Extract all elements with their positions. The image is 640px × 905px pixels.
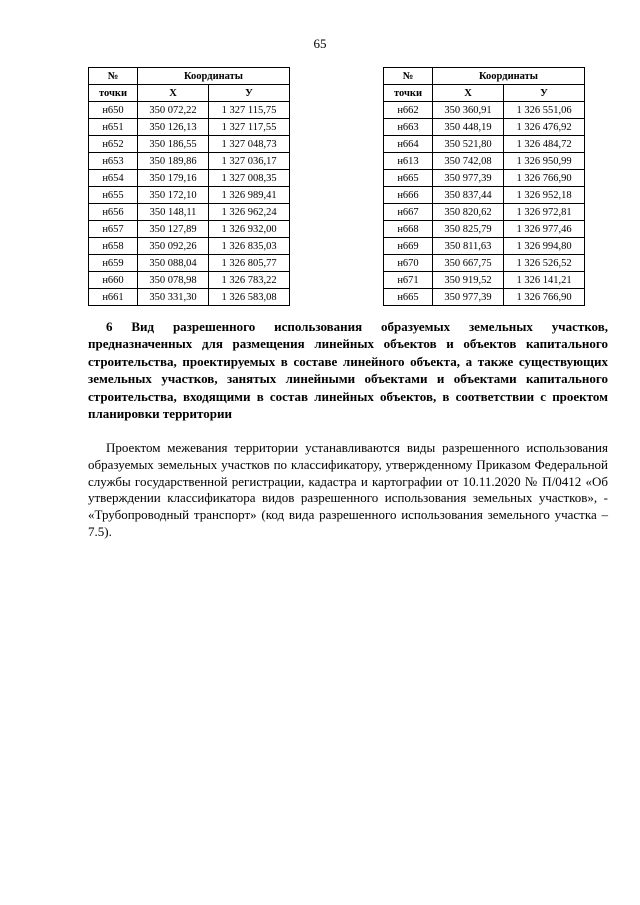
x-coordinate-cell: 350 742,08 [433,153,504,170]
point-cell: н670 [384,255,433,272]
table-row [89,136,290,153]
header-x: Х [433,85,504,102]
x-coordinate-cell: 350 072,22 [138,102,209,119]
x-coordinate-cell: 350 078,98 [138,272,209,289]
coordinates-table-right [383,67,585,306]
y-coordinate-cell: 1 326 141,21 [504,272,585,289]
table-row [384,255,585,272]
point-cell: н652 [89,136,138,153]
point-cell: н664 [384,136,433,153]
point-cell: н668 [384,221,433,238]
table-row [89,289,290,306]
point-cell: н613 [384,153,433,170]
x-coordinate-cell: 350 820,62 [433,204,504,221]
y-coordinate-cell: 1 326 526,52 [504,255,585,272]
point-cell: н651 [89,119,138,136]
x-coordinate-cell: 350 179,16 [138,170,209,187]
y-coordinate-cell: 1 327 008,35 [209,170,290,187]
table-row [384,119,585,136]
x-coordinate-cell: 350 667,75 [433,255,504,272]
y-coordinate-cell: 1 326 476,92 [504,119,585,136]
point-cell: н655 [89,187,138,204]
x-coordinate-cell: 350 331,30 [138,289,209,306]
header-point-number [89,68,138,85]
body-paragraph: Проектом межевания территории устанавливаются виды разрешенного использования образуемых земельных участков по классификатору, утвержденному Приказом Федеральной службы государственной регистрации, кадастра и картографии от 10.11.2020 № П/0412 «Об утверждении классификатора видов разрешенного использования земельных участков», - «Трубопроводный транспорт» (код вида разрешенного использования земельного участка – 7.5). [88,440,608,539]
table-row [384,204,585,221]
table-row [384,221,585,238]
x-coordinate-cell: 350 186,55 [138,136,209,153]
point-cell: н656 [89,204,138,221]
point-cell: н667 [384,204,433,221]
y-coordinate-cell: 1 326 766,90 [504,289,585,306]
point-cell: н659 [89,255,138,272]
y-coordinate-cell: 1 326 994,80 [504,238,585,255]
point-cell: н665 [384,170,433,187]
x-coordinate-cell: 350 977,39 [433,289,504,306]
table-row [89,238,290,255]
x-coordinate-cell: 350 360,91 [433,102,504,119]
header-no: № [402,70,414,82]
table-row [89,221,290,238]
x-coordinate-cell: 350 148,11 [138,204,209,221]
header-y: У [209,85,290,102]
header-points: точки [89,85,138,102]
x-coordinate-cell: 350 092,26 [138,238,209,255]
y-coordinate-cell: 1 326 952,18 [504,187,585,204]
coordinates-table-left [88,67,290,306]
y-coordinate-cell: 1 326 932,00 [209,221,290,238]
point-cell: н665 [384,289,433,306]
header-point-number [384,68,433,85]
table-row [89,187,290,204]
section-heading: 6 Вид разрешенного использования образуемых земельных участков, предназначенных для размещения линейных объектов и объектов капитального строительства, проектируемых в составе линейного объекта, а также существующих земельных участков, занятых линейными объектами и объектами капитального строительства, входящими в состав линейных объектов, в соответствии с проектом планировки территории [88,319,608,422]
y-coordinate-cell: 1 326 551,06 [504,102,585,119]
point-cell: н669 [384,238,433,255]
table-row [89,204,290,221]
y-coordinate-cell: 1 327 048,73 [209,136,290,153]
x-coordinate-cell: 350 127,89 [138,221,209,238]
y-coordinate-cell: 1 327 115,75 [209,102,290,119]
table-row [384,170,585,187]
point-cell: н671 [384,272,433,289]
x-coordinate-cell: 350 448,19 [433,119,504,136]
x-coordinate-cell: 350 172,10 [138,187,209,204]
y-coordinate-cell: 1 326 805,77 [209,255,290,272]
x-coordinate-cell: 350 126,13 [138,119,209,136]
table-row [384,289,585,306]
table-row [384,272,585,289]
header-x: Х [138,85,209,102]
table-row [384,238,585,255]
header-coordinates: Координаты [138,68,290,85]
y-coordinate-cell: 1 326 783,22 [209,272,290,289]
x-coordinate-cell: 350 919,52 [433,272,504,289]
x-coordinate-cell: 350 088,04 [138,255,209,272]
y-coordinate-cell: 1 326 835,03 [209,238,290,255]
point-cell: н661 [89,289,138,306]
point-cell: н657 [89,221,138,238]
point-cell: н654 [89,170,138,187]
point-cell: н663 [384,119,433,136]
x-coordinate-cell: 350 825,79 [433,221,504,238]
y-coordinate-cell: 1 327 117,55 [209,119,290,136]
y-coordinate-cell: 1 326 766,90 [504,170,585,187]
table-row [384,136,585,153]
y-coordinate-cell: 1 326 583,08 [209,289,290,306]
x-coordinate-cell: 350 521,80 [433,136,504,153]
x-coordinate-cell: 350 189,86 [138,153,209,170]
header-no: № [107,70,119,82]
x-coordinate-cell: 350 977,39 [433,170,504,187]
x-coordinate-cell: 350 811,63 [433,238,504,255]
table-row [89,272,290,289]
table-row [89,119,290,136]
header-points: точки [384,85,433,102]
y-coordinate-cell: 1 326 977,46 [504,221,585,238]
point-cell: н658 [89,238,138,255]
table-row [89,102,290,119]
point-cell: н660 [89,272,138,289]
table-row [384,187,585,204]
table-row [89,153,290,170]
y-coordinate-cell: 1 326 484,72 [504,136,585,153]
header-y: У [504,85,585,102]
table-row [384,102,585,119]
y-coordinate-cell: 1 326 962,24 [209,204,290,221]
point-cell: н666 [384,187,433,204]
point-cell: н662 [384,102,433,119]
table-row [89,170,290,187]
y-coordinate-cell: 1 327 036,17 [209,153,290,170]
table-row [89,255,290,272]
y-coordinate-cell: 1 326 950,99 [504,153,585,170]
point-cell: н650 [89,102,138,119]
page-number: 65 [313,36,327,51]
y-coordinate-cell: 1 326 989,41 [209,187,290,204]
point-cell: н653 [89,153,138,170]
table-row [384,153,585,170]
x-coordinate-cell: 350 837,44 [433,187,504,204]
y-coordinate-cell: 1 326 972,81 [504,204,585,221]
header-coordinates: Координаты [433,68,585,85]
